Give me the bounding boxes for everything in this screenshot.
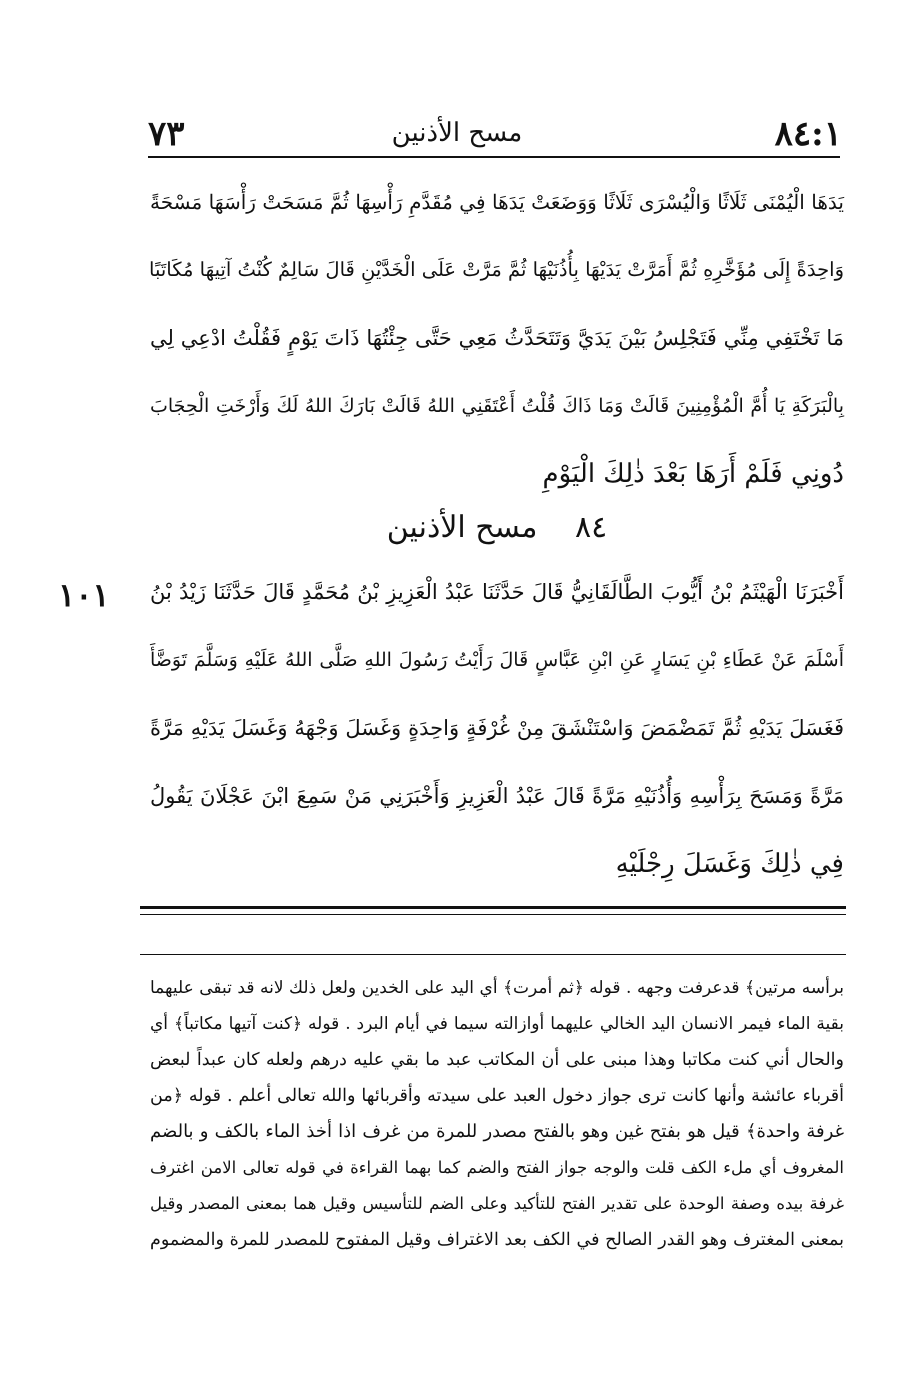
- hadith-number: ١٠١: [58, 576, 110, 614]
- footnote-line: بمعنى المغترف وهو القدر الصالح في الكف بعد الاغتراف وقيل المفتوح للمصدر للمرة والمضموم: [150, 1230, 844, 1250]
- text-line: دُونِي فَلَمْ أَرَهَا بَعْدَ ذٰلِكَ الْيَوْمِ: [542, 459, 844, 489]
- text-line: يَدَهَا الْيُمْنَى ثَلَاثًا وَالْيُسْرَى ثَلَاثًا وَوَضَعَتْ يَدَهَا فِي مُقَدَّمِ رَأْسِهَا ثُمَّ مَسَحَتْ رَأْسَهَا مَسْحَةً: [150, 190, 844, 214]
- footnote-line: أقرباء عائشة وأنها كانت ترى جواز دخول العبد على سيدته وأقربائها والله تعالى أعلم . قوله ﴿من: [150, 1086, 844, 1106]
- text-line: أَسْلَمَ عَنْ عَطَاءِ بْنِ يَسَارٍ عَنِ ابْنِ عَبَّاسٍ قَالَ رَأَيْتُ رَسُولَ اللهِ صَلَّى اللهُ عَلَيْهِ وَسَلَّمَ تَوَضَّأَ: [150, 649, 844, 671]
- text-line: فِي ذٰلِكَ وَغَسَلَ رِجْلَيْهِ: [615, 849, 844, 879]
- section-heading: [150, 510, 844, 545]
- footnote-line: غرفة واحدة﴾ قيل هو بفتح غين وهو بالفتح مصدر للمرة من غرف اذا أخذ الماء بالكف و بالضم: [150, 1121, 844, 1142]
- section-title: مسح الأذنين: [386, 510, 538, 545]
- page-number: ٧٣: [148, 114, 185, 154]
- footnote-line: برأسه مرتين﴾ قدعرفت وجهه . قوله ﴿ثم أمرت﴾ أي اليد على الخدين ولعل ذلك لانه قد تبقى عليهما: [150, 978, 844, 998]
- text-line: بِالْبَرَكَةِ يَا أُمَّ الْمُؤْمِنِينَ قَالَتْ وَمَا ذَاكَ قُلْتُ أَعْتَقَنِي اللهُ قَالَتْ بَارَكَ اللهُ لَكَ وَأَرْخَتِ الْحِجَابَ: [150, 395, 844, 417]
- footnote-line: المغروف أي ملء الكف قلت والوجه جواز الفتح والضم كما بهما القراءة في قوله تعالى الامن اغترف: [150, 1158, 844, 1177]
- text-line: وَاحِدَةً إِلَى مُؤَخَّرِهِ ثُمَّ أَمَرَّتْ يَدَيْهَا بِأُذُنَيْهَا ثُمَّ مَرَّتْ عَلَى الْخَدَّيْنِ قَالَ سَالِمٌ كُنْتُ آتِيهَا مُكَاتَبًا: [149, 258, 844, 281]
- text-line: مَا تَخْتَفِي مِنِّي فَتَجْلِسُ بَيْنَ يَدَيَّ وَتَتَحَدَّثُ مَعِي حَتَّى جِئْتُهَا ذَاتَ يَوْمٍ فَقُلْتُ ادْعِي لِي: [150, 326, 844, 350]
- footnote-line: بقية الماء فيمر الانسان اليد الخالي عليهما أوازالته سيما في أيام البرد . قوله ﴿كنت آتيها مكاتباً﴾ أي: [150, 1014, 844, 1034]
- footnote-rule: [140, 954, 846, 955]
- footnote-line: غرفة بيده وصفة الوحدة على تقدير الفتح للتأكيد وعلى الضم للتأسيس وقيل هما بمعنى المصدر وقيل: [150, 1194, 844, 1213]
- footnote-line: والحال أني كنت مكاتبا وهذا مبنى على أن المكاتب عبد ما بقي عليه درهم ولعله كان عبداً لبعض: [150, 1050, 844, 1070]
- text-line: أَخْبَرَنَا الْهَيْثَمُ بْنُ أَيُّوبَ الطَّالَقَانِيُّ قَالَ حَدَّثَنَا عَبْدُ الْعَزِيزِ بْنُ مُحَمَّدٍ قَالَ حَدَّثَنَا زَيْدُ بْنُ: [150, 580, 844, 604]
- double-rule: [140, 914, 846, 915]
- section-number: ٨٤: [575, 510, 608, 545]
- text-line: مَرَّةً وَمَسَحَ بِرَأْسِهِ وَأُذُنَيْهِ مَرَّةً قَالَ عَبْدُ الْعَزِيزِ وَأَخْبَرَنِي مَنْ سَمِعَ ابْنَ عَجْلَانَ يَقُولُ: [150, 784, 844, 808]
- running-title: مسح الأذنين: [391, 118, 523, 148]
- header-rule: [148, 156, 840, 158]
- section-reference: ٨٤:١: [774, 114, 842, 154]
- text-line: فَغَسَلَ يَدَيْهِ ثُمَّ تَمَضْمَضَ وَاسْتَنْشَقَ مِنْ غُرْفَةٍ وَاحِدَةٍ وَغَسَلَ وَجْهَهُ وَغَسَلَ يَدَيْهِ مَرَّةً: [150, 716, 844, 740]
- double-rule: [140, 906, 846, 909]
